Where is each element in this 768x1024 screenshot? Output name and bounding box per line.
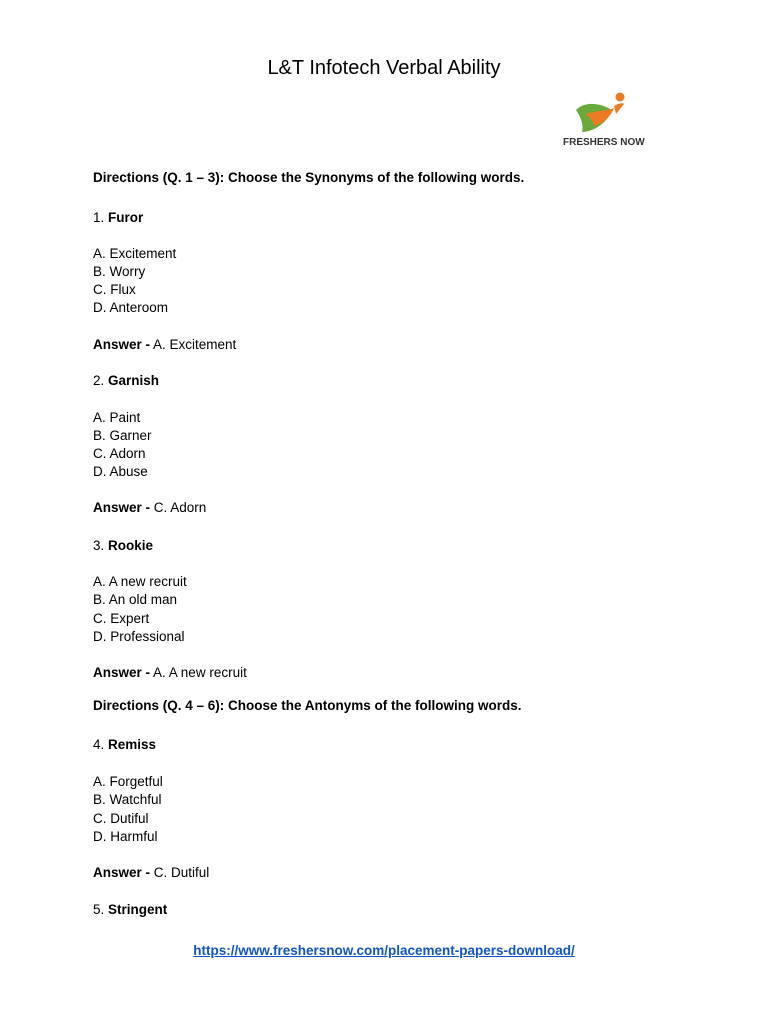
- question-number: 2.: [93, 373, 105, 388]
- question-word: Stringent: [108, 902, 168, 917]
- question-3: [93, 537, 153, 555]
- question-word: Furor: [108, 210, 144, 225]
- question-word: Rookie: [108, 538, 154, 553]
- question-word: Garnish: [108, 373, 160, 388]
- option: C. Flux: [93, 282, 136, 297]
- option: C. Adorn: [93, 446, 146, 461]
- answer-4: [93, 864, 209, 882]
- option: C. Dutiful: [93, 811, 149, 826]
- footer-link[interactable]: https://www.freshersnow.com/placement-papers-download/: [193, 943, 575, 958]
- directions-synonyms: Directions (Q. 1 – 3): Choose the Synonyms of the following words.: [93, 170, 525, 185]
- footer: [0, 943, 768, 958]
- question-number: 4.: [93, 737, 105, 752]
- question-number: 5.: [93, 902, 105, 917]
- answer-value: C. Dutiful: [153, 865, 210, 880]
- option: D. Anteroom: [93, 300, 169, 315]
- answer-2: [93, 499, 206, 517]
- option: A. Paint: [93, 410, 141, 425]
- option: D. Harmful: [93, 829, 158, 844]
- answer-1: [93, 336, 236, 354]
- question-2: [93, 372, 159, 390]
- question-number: 1.: [93, 210, 105, 225]
- option: D. Professional: [93, 629, 185, 644]
- answer-label: Answer -: [93, 865, 151, 880]
- option: A. Excitement: [93, 246, 177, 261]
- question-number: 3.: [93, 538, 105, 553]
- option: B. Watchful: [93, 792, 162, 807]
- answer-3: [93, 664, 247, 682]
- answer-label: Answer -: [93, 665, 151, 680]
- option: B. Garner: [93, 428, 152, 443]
- answer-label: Answer -: [93, 500, 151, 515]
- option: A. A new recruit: [93, 574, 187, 589]
- option: D. Abuse: [93, 464, 148, 479]
- option: A. Forgetful: [93, 774, 163, 789]
- question-5: [93, 901, 167, 919]
- question-word: Remiss: [108, 737, 157, 752]
- option: B. An old man: [93, 592, 178, 607]
- option: B. Worry: [93, 264, 146, 279]
- answer-value: A. A new recruit: [153, 665, 247, 680]
- answer-value: C. Adorn: [153, 500, 207, 515]
- directions-antonyms: Directions (Q. 4 – 6): Choose the Antonyms of the following words.: [93, 698, 522, 713]
- page-title: L&T Infotech Verbal Ability: [267, 57, 501, 79]
- freshers-now-logo: [560, 90, 645, 152]
- logo-text: FRESHERS NOW: [563, 137, 645, 148]
- answer-label: Answer -: [93, 337, 151, 352]
- leaf-figure-icon: [572, 90, 632, 138]
- question-1: [93, 209, 143, 227]
- answer-value: A. Excitement: [153, 337, 237, 352]
- question-4: [93, 736, 156, 754]
- option: C. Expert: [93, 611, 150, 626]
